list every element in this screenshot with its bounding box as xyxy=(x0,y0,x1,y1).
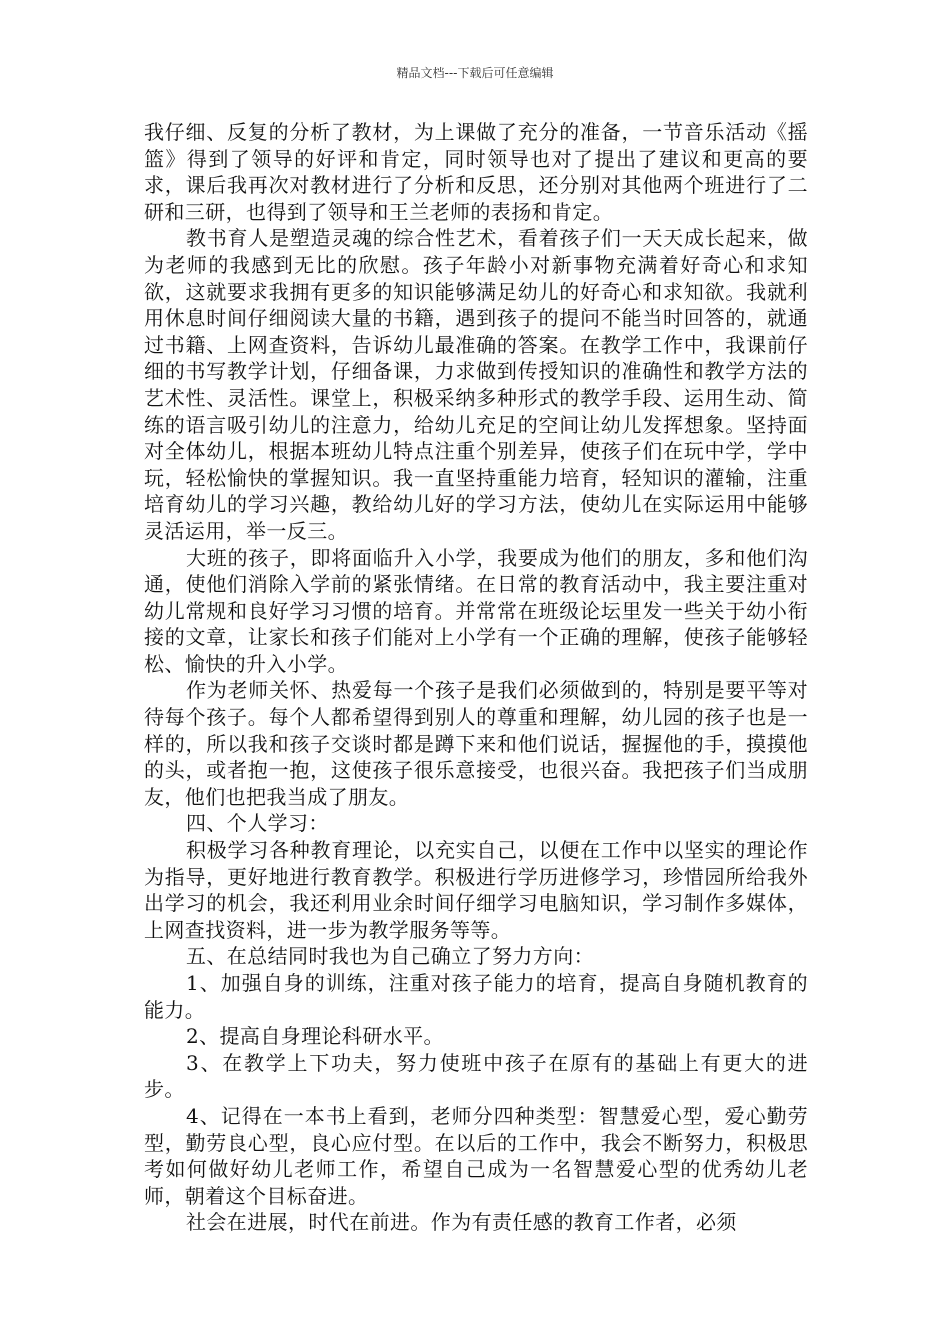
paragraph-6: 积极学习各种教育理论，以充实自己，以便在工作中以坚实的理论作为指导，更好地进行教育教学。积极进行学历进修学习，珍惜园所给我外出学习的机会，我还利用业余时间仔细学习电脑知识，学习制作多媒体，上网查找资料，进一步为教学服务等等。 xyxy=(144,838,808,942)
paragraph-1: 我仔细、反复的分析了教材，为上课做了充分的准备，一节音乐活动《摇篮》得到了领导的好评和肯定，同时领导也对了提出了建议和更高的要求，课后我再次对教材进行了分析和反思，还分别对其他两个班进行了二研和三研，也得到了领导和王兰老师的表扬和肯定。 xyxy=(144,120,808,224)
section-heading-personal-study: 四、个人学习： xyxy=(186,811,329,836)
goal-item-4: 4、记得在一本书上看到，老师分四种类型：智慧爱心型，爱心勤劳型，勤劳良心型，良心应付型。在以后的工作中，我会不断努力，积极思考如何做好幼儿老师工作，希望自己成为一名智慧爱心型的优秀幼儿老师，朝着这个目标奋进。 xyxy=(144,1103,808,1208)
goal-item-2: 2、提高自身理论科研水平。 xyxy=(186,1024,444,1049)
goal-item-3: 3、在教学上下功夫，努力使班中孩子在原有的基础上有更大的进步。 xyxy=(144,1050,808,1102)
paragraph-4: 作为老师关怀、热爱每一个孩子是我们必须做到的，特别是要平等对待每个孩子。每个人都希望得到别人的尊重和理解，幼儿园的孩子也是一样的，所以我和孩子交谈时都是蹲下来和他们说话，握握他的手，摸摸他的头，或者抱一抱，这使孩子很乐意接受，也很兴奋。我把孩子们当成朋友，他们也把我当成了朋友。 xyxy=(144,678,808,809)
document-body xyxy=(144,119,808,1236)
paragraph-2: 教书育人是塑造灵魂的综合性艺术，看着孩子们一天天成长起来，做为老师的我感到无比的欣慰。孩子年龄小对新事物充满着好奇心和求知欲，这就要求我拥有更多的知识能够满足幼儿的好奇心和求知欲。我就利用休息时间仔细阅读大量的书籍，遇到孩子的提问不能当时回答的，就通过书籍、上网查资料，告诉幼儿最准确的答案。在教学工作中，我课前仔细的书写教学计划，仔细备课，力求做到传授知识的准确性和教学方法的艺术性、灵活性。课堂上，积极采纳多种形式的教学手段、运用生动、简练的语言吸引幼儿的注意力，给幼儿充足的空间让幼儿发挥想象。坚持面对全体幼儿，根据本班幼儿特点注重个别差异，使孩子们在玩中学，学中玩，轻松愉快的掌握知识。我一直坚持重能力培育，轻知识的灌输，注重培育幼儿的学习兴趣，教给幼儿好的学习方法，使幼儿在实际运用中能够灵活运用，举一反三。 xyxy=(144,226,808,543)
goal-item-1: 1、加强自身的训练，注重对孩子能力的培育，提高自身随机教育的能力。 xyxy=(144,971,808,1022)
section-heading-goals: 五、在总结同时我也为自己确立了努力方向： xyxy=(186,944,594,969)
paragraph-closing: 社会在进展，时代在前进。作为有责任感的教育工作者，必须 xyxy=(186,1210,737,1235)
paragraph-3: 大班的孩子，即将面临升入小学，我要成为他们的朋友，多和他们沟通，使他们消除入学前的紧张情绪。在日常的教育活动中，我主要注重对幼儿常规和良好学习习惯的培育。并常常在班级论坛里发一些关于幼小衔接的文章，让家长和孩子们能对上小学有一个正确的理解，使孩子能够轻松、愉快的升入小学。 xyxy=(144,545,808,676)
page-header: 精品文档---下载后可任意编辑 xyxy=(396,66,554,80)
